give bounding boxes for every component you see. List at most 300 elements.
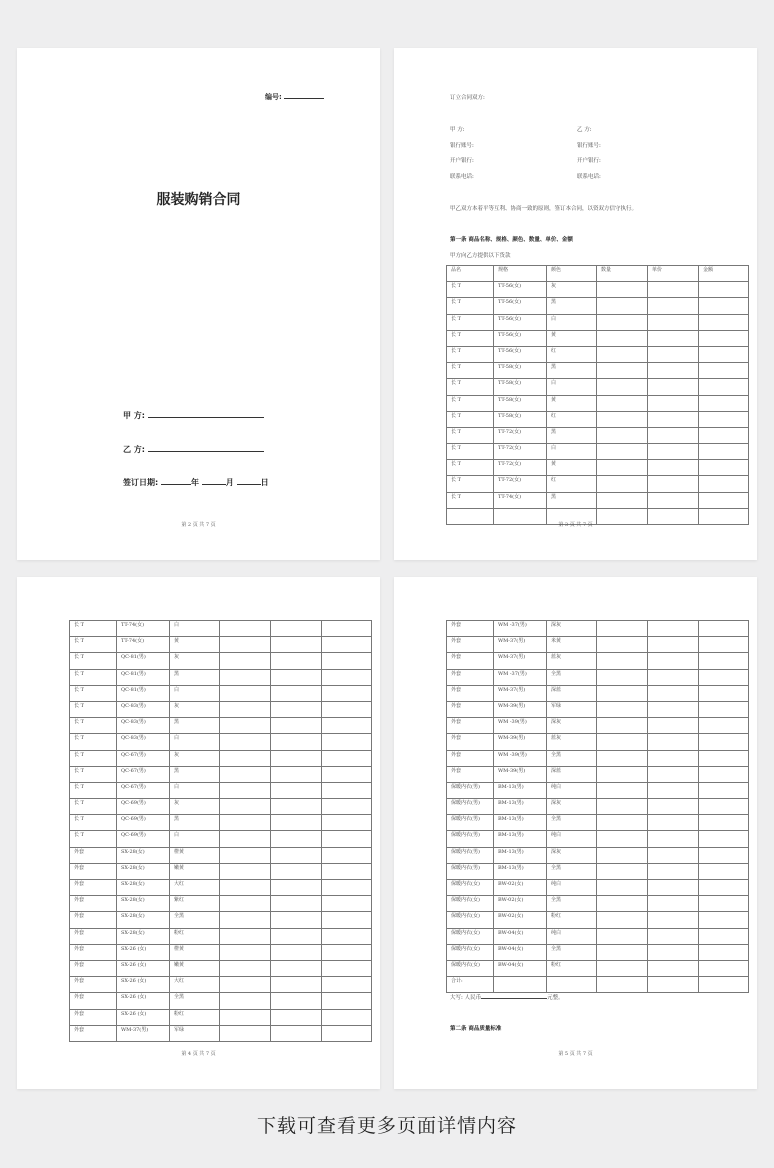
table-row <box>70 831 372 847</box>
table-cell: 长 T <box>70 637 117 653</box>
month-line <box>202 477 226 485</box>
table-cell: QC-83(男) <box>117 718 170 734</box>
table-row <box>70 653 372 669</box>
table-cell: 米黄 <box>547 637 597 653</box>
table-cell <box>271 750 322 766</box>
table-cell <box>699 346 749 362</box>
table-cell <box>220 637 271 653</box>
table-cell: 白 <box>547 444 597 460</box>
table-row <box>70 977 372 993</box>
table-cell: 保暖内衣(女) <box>447 928 494 944</box>
table-cell: 外套 <box>447 621 494 637</box>
table-cell: 外套 <box>70 880 117 896</box>
table-cell <box>648 653 699 669</box>
table-cell: 黑 <box>547 427 597 443</box>
table-cell <box>597 621 648 637</box>
table-cell: 纯白 <box>547 928 597 944</box>
table-row <box>447 928 749 944</box>
table-cell: 黄 <box>547 460 597 476</box>
table-cell <box>271 718 322 734</box>
contract-cover-page <box>17 48 380 560</box>
bank-a: 开户银行: <box>450 158 474 164</box>
table-cell: 长 T <box>447 444 494 460</box>
table-cell: WM -37(男) <box>494 669 547 685</box>
contract-number-line <box>284 92 324 99</box>
table-cell: 嫩黄 <box>170 863 220 879</box>
table-cell <box>648 346 699 362</box>
article-2-heading: 第二条 商品质量标准 <box>450 1026 502 1032</box>
table-cell <box>648 977 699 993</box>
table-row <box>70 718 372 734</box>
table-cell <box>648 766 699 782</box>
table-cell: QC-81(男) <box>117 653 170 669</box>
table-header-cell: 品名 <box>447 266 494 282</box>
table-cell: 长 T <box>70 766 117 782</box>
table-cell: 深蓝 <box>547 766 597 782</box>
table-cell <box>220 750 271 766</box>
table-cell: 外套 <box>447 669 494 685</box>
day-label: 日 <box>260 478 269 487</box>
table-cell <box>220 734 271 750</box>
table-cell <box>699 621 749 637</box>
table-row <box>70 734 372 750</box>
table-cell <box>271 621 322 637</box>
table-cell: 外套 <box>70 912 117 928</box>
table-cell: 保暖内衣(男) <box>447 799 494 815</box>
principle-text: 甲乙双方本着平等互利、协商一致的原则，签订本合同，以资双方信守执行。 <box>450 206 638 212</box>
table-cell <box>597 346 648 362</box>
bank-b: 开户银行: <box>577 158 601 164</box>
page-footer: 第 2 页 共 7 页 <box>181 522 216 528</box>
table-cell <box>322 750 372 766</box>
table-cell <box>648 621 699 637</box>
table-row <box>447 669 749 685</box>
table-cell: 白 <box>170 782 220 798</box>
table-row <box>447 379 749 395</box>
table-cell <box>597 912 648 928</box>
table-cell <box>597 782 648 798</box>
table-cell <box>597 815 648 831</box>
table-cell <box>699 379 749 395</box>
table-cell: 深蓝 <box>547 685 597 701</box>
table-cell: 长 T <box>447 314 494 330</box>
table-cell: 粉红 <box>170 928 220 944</box>
table-row <box>447 460 749 476</box>
table-cell: TT-58(女) <box>494 363 547 379</box>
month-label: 月 <box>225 478 234 487</box>
table-row <box>447 282 749 298</box>
table-cell: TT-72(女) <box>494 476 547 492</box>
table-cell <box>699 863 749 879</box>
table-cell: SX-26 (女) <box>117 944 170 960</box>
table-cell: 粉红 <box>547 960 597 976</box>
party-a-signature <box>123 410 264 421</box>
table-cell <box>322 831 372 847</box>
year-label: 年 <box>191 478 199 487</box>
table-row <box>447 815 749 831</box>
table-cell: 外套 <box>70 928 117 944</box>
table-cell: WM -39(男) <box>494 718 547 734</box>
table-cell: BM-13(男) <box>494 782 547 798</box>
table-cell <box>271 734 322 750</box>
table-cell <box>271 1009 322 1025</box>
table-cell <box>220 912 271 928</box>
table-cell <box>648 815 699 831</box>
table-cell: 长 T <box>70 815 117 831</box>
table-cell: 外套 <box>70 863 117 879</box>
table-cell <box>699 363 749 379</box>
table-cell: 外套 <box>447 734 494 750</box>
table-cell <box>322 734 372 750</box>
table-row <box>447 621 749 637</box>
table-cell: 外套 <box>447 718 494 734</box>
party-a-label: 甲 方: <box>123 411 145 420</box>
table-cell: SX-26 (女) <box>117 977 170 993</box>
table-cell <box>699 944 749 960</box>
table-cell: 粉红 <box>547 912 597 928</box>
table-cell: 外套 <box>70 896 117 912</box>
table-cell: 灰 <box>170 750 220 766</box>
table-cell <box>220 669 271 685</box>
table-cell <box>322 847 372 863</box>
table-cell: 蓝灰 <box>547 734 597 750</box>
table-cell: 大红 <box>170 977 220 993</box>
table-cell: TT-56(女) <box>494 330 547 346</box>
table-row <box>70 815 372 831</box>
table-row <box>447 734 749 750</box>
table-cell: 全黑 <box>547 896 597 912</box>
table-cell <box>699 492 749 508</box>
table-cell <box>271 782 322 798</box>
table-cell <box>322 637 372 653</box>
table-cell <box>648 444 699 460</box>
table-cell <box>597 330 648 346</box>
table-cell <box>648 669 699 685</box>
table-cell <box>597 669 648 685</box>
table-cell: SX-28(女) <box>117 912 170 928</box>
table-cell: 黑 <box>547 363 597 379</box>
table-cell: SX-26 (女) <box>117 960 170 976</box>
table-cell <box>220 799 271 815</box>
table-cell <box>322 766 372 782</box>
table-cell <box>597 701 648 717</box>
table-cell <box>648 880 699 896</box>
table-cell: 全黑 <box>170 993 220 1009</box>
table-cell <box>597 799 648 815</box>
table-cell <box>648 944 699 960</box>
table-cell <box>699 298 749 314</box>
table-row <box>447 637 749 653</box>
table-cell: 白 <box>170 621 220 637</box>
table-cell <box>597 718 648 734</box>
table-cell <box>648 476 699 492</box>
goods-table-continued <box>69 620 372 1042</box>
table-cell <box>271 960 322 976</box>
table-cell <box>597 637 648 653</box>
table-cell <box>597 928 648 944</box>
table-cell: SX-26 (女) <box>117 1009 170 1025</box>
table-cell <box>220 701 271 717</box>
table-cell <box>271 896 322 912</box>
table-cell: 长 T <box>447 411 494 427</box>
table-row <box>447 847 749 863</box>
table-row <box>70 928 372 944</box>
table-cell: 外套 <box>447 766 494 782</box>
table-cell: TT-56(女) <box>494 346 547 362</box>
sign-date <box>123 477 269 488</box>
table-cell <box>699 718 749 734</box>
table-row <box>70 960 372 976</box>
table-row <box>447 782 749 798</box>
table-cell: 长 T <box>70 734 117 750</box>
table-cell: 白 <box>170 831 220 847</box>
table-row <box>70 944 372 960</box>
party-a-field: 甲 方: <box>450 127 465 133</box>
table-cell: TT-72(女) <box>494 460 547 476</box>
table-row <box>70 896 372 912</box>
table-cell: 长 T <box>447 330 494 346</box>
table-row <box>447 653 749 669</box>
table-cell <box>597 314 648 330</box>
table-cell: 红 <box>547 411 597 427</box>
table-row <box>447 363 749 379</box>
capital-amount <box>450 993 564 1001</box>
table-cell <box>597 847 648 863</box>
table-row <box>447 831 749 847</box>
table-cell <box>648 363 699 379</box>
table-cell: 长 T <box>70 621 117 637</box>
table-cell: BW-04(女) <box>494 944 547 960</box>
table-cell: TT-56(女) <box>494 298 547 314</box>
table-row <box>447 960 749 976</box>
table-cell <box>597 379 648 395</box>
table-row <box>447 427 749 443</box>
phone-a: 联系电话: <box>450 174 474 180</box>
table-cell <box>322 993 372 1009</box>
table-cell <box>648 379 699 395</box>
table-cell <box>271 799 322 815</box>
table-cell: QC-67(男) <box>117 782 170 798</box>
table-cell <box>597 411 648 427</box>
table-cell: WM-37(男) <box>494 637 547 653</box>
table-cell <box>597 766 648 782</box>
table-cell: TT-74(女) <box>494 492 547 508</box>
contract-number-label: 编号: <box>265 93 282 101</box>
table-cell: 长 T <box>447 460 494 476</box>
table-cell: 外套 <box>70 1009 117 1025</box>
table-cell: QC-81(男) <box>117 685 170 701</box>
table-cell: 长 T <box>447 379 494 395</box>
table-row <box>70 1009 372 1025</box>
table-cell: 军绿 <box>170 1025 220 1041</box>
table-cell: 长 T <box>447 282 494 298</box>
table-cell <box>648 492 699 508</box>
table-cell: 纯白 <box>547 782 597 798</box>
table-cell: BM-13(男) <box>494 815 547 831</box>
table-row <box>447 492 749 508</box>
table-cell <box>271 928 322 944</box>
table-cell <box>271 653 322 669</box>
table-cell: 保暖内衣(男) <box>447 863 494 879</box>
table-cell <box>648 782 699 798</box>
table-header-cell: 单价 <box>648 266 699 282</box>
table-cell: TT-56(女) <box>494 314 547 330</box>
table-row <box>447 685 749 701</box>
phone-b: 联系电话: <box>577 174 601 180</box>
page-footer: 第 5 页 共 7 页 <box>558 1051 593 1057</box>
table-cell <box>699 444 749 460</box>
table-row <box>70 863 372 879</box>
table-cell <box>648 427 699 443</box>
table-cell: 外套 <box>447 750 494 766</box>
table-cell <box>322 799 372 815</box>
table-cell: 保暖内衣(女) <box>447 960 494 976</box>
table-cell <box>271 637 322 653</box>
table-cell <box>220 1009 271 1025</box>
table-cell: 长 T <box>70 685 117 701</box>
table-row <box>70 993 372 1009</box>
table-cell: 外套 <box>70 944 117 960</box>
table-row <box>447 912 749 928</box>
table-cell <box>597 653 648 669</box>
table-row <box>447 701 749 717</box>
table-cell: 白 <box>170 685 220 701</box>
table-cell <box>699 653 749 669</box>
bank-account-a: 银行账号: <box>450 143 474 149</box>
table-cell <box>597 750 648 766</box>
table-cell: TT-58(女) <box>494 395 547 411</box>
table-cell <box>597 395 648 411</box>
table-cell <box>271 669 322 685</box>
table-cell <box>271 766 322 782</box>
page-footer: 第 4 页 共 7 页 <box>181 1051 216 1057</box>
table-cell <box>597 960 648 976</box>
table-cell <box>699 476 749 492</box>
table-cell <box>271 831 322 847</box>
table-cell: 黑 <box>547 492 597 508</box>
table-cell <box>220 880 271 896</box>
table-cell: QC-83(男) <box>117 734 170 750</box>
table-cell <box>322 977 372 993</box>
table-cell: 深灰 <box>547 799 597 815</box>
table-cell <box>699 411 749 427</box>
table-cell: 长 T <box>70 831 117 847</box>
table-cell <box>597 460 648 476</box>
article-1-heading: 第一条 商品名称、规格、颜色、数量、单价、金额 <box>450 237 573 243</box>
table-row <box>70 880 372 896</box>
table-cell: 白 <box>547 314 597 330</box>
table-cell: 全黑 <box>547 863 597 879</box>
table-cell <box>322 944 372 960</box>
table-cell: 深灰 <box>547 621 597 637</box>
table-cell: 全黑 <box>547 750 597 766</box>
table-cell: 外套 <box>447 685 494 701</box>
table-cell: 紫红 <box>170 896 220 912</box>
table-cell: 纯白 <box>547 880 597 896</box>
table-cell <box>271 701 322 717</box>
table-cell: 灰 <box>170 799 220 815</box>
download-note[interactable]: 下载可查看更多页面详情内容 <box>256 1115 517 1137</box>
table-cell: WM -37(男) <box>494 621 547 637</box>
table-cell <box>597 977 648 993</box>
goods-table-final <box>446 620 749 993</box>
table-cell <box>547 977 597 993</box>
table-cell: 长 T <box>70 653 117 669</box>
table-cell <box>322 1009 372 1025</box>
table-cell: 纯白 <box>547 831 597 847</box>
table-cell <box>220 782 271 798</box>
table-cell <box>597 298 648 314</box>
table-cell: 白 <box>170 734 220 750</box>
table-cell: SX-28(女) <box>117 896 170 912</box>
table-cell: BM-13(男) <box>494 799 547 815</box>
table-cell <box>220 977 271 993</box>
table-row <box>70 1025 372 1041</box>
table-cell: QC-67(男) <box>117 766 170 782</box>
table-cell: WM -39(男) <box>494 750 547 766</box>
table-cell: BW-02(女) <box>494 880 547 896</box>
table-cell: 灰 <box>170 653 220 669</box>
table-cell: 灰 <box>547 282 597 298</box>
table-cell: 红 <box>547 346 597 362</box>
table-cell: 白 <box>547 379 597 395</box>
table-cell <box>699 427 749 443</box>
table-cell: 橙黄 <box>170 847 220 863</box>
table-cell <box>648 734 699 750</box>
table-row <box>447 314 749 330</box>
table-cell <box>322 701 372 717</box>
intro-text: 订立合同双方: <box>450 95 485 101</box>
table-cell: QC-81(男) <box>117 669 170 685</box>
table-header-cell: 金额 <box>699 266 749 282</box>
table-cell <box>699 701 749 717</box>
table-cell <box>271 815 322 831</box>
table-row <box>447 944 749 960</box>
table-cell: 外套 <box>447 701 494 717</box>
table-cell <box>648 460 699 476</box>
table-row <box>70 799 372 815</box>
table-cell <box>322 653 372 669</box>
table-cell <box>699 314 749 330</box>
table-cell <box>597 880 648 896</box>
table-cell: BM-13(男) <box>494 831 547 847</box>
table-row <box>447 896 749 912</box>
table-cell: 全黑 <box>170 912 220 928</box>
capital-unit: 元整。 <box>547 995 564 1001</box>
table-cell <box>648 637 699 653</box>
table-cell: SX-28(女) <box>117 880 170 896</box>
table-cell: 黑 <box>547 298 597 314</box>
table-cell <box>220 1025 271 1041</box>
table-cell: TT-56(女) <box>494 282 547 298</box>
table-cell: 外套 <box>447 653 494 669</box>
table-cell: BW-04(女) <box>494 928 547 944</box>
capital-line <box>481 993 547 999</box>
table-row <box>447 444 749 460</box>
table-cell: 长 T <box>70 669 117 685</box>
table-cell: 红 <box>547 476 597 492</box>
table-cell <box>271 847 322 863</box>
party-b-signature <box>123 444 264 455</box>
table-row <box>447 863 749 879</box>
table-cell: QC-67(男) <box>117 750 170 766</box>
table-header-cell: 规格 <box>494 266 547 282</box>
table-header-cell: 颜色 <box>547 266 597 282</box>
table-cell: 全黑 <box>547 815 597 831</box>
table-row <box>70 782 372 798</box>
table-cell: 长 T <box>70 799 117 815</box>
table-cell: 保暖内衣(女) <box>447 880 494 896</box>
